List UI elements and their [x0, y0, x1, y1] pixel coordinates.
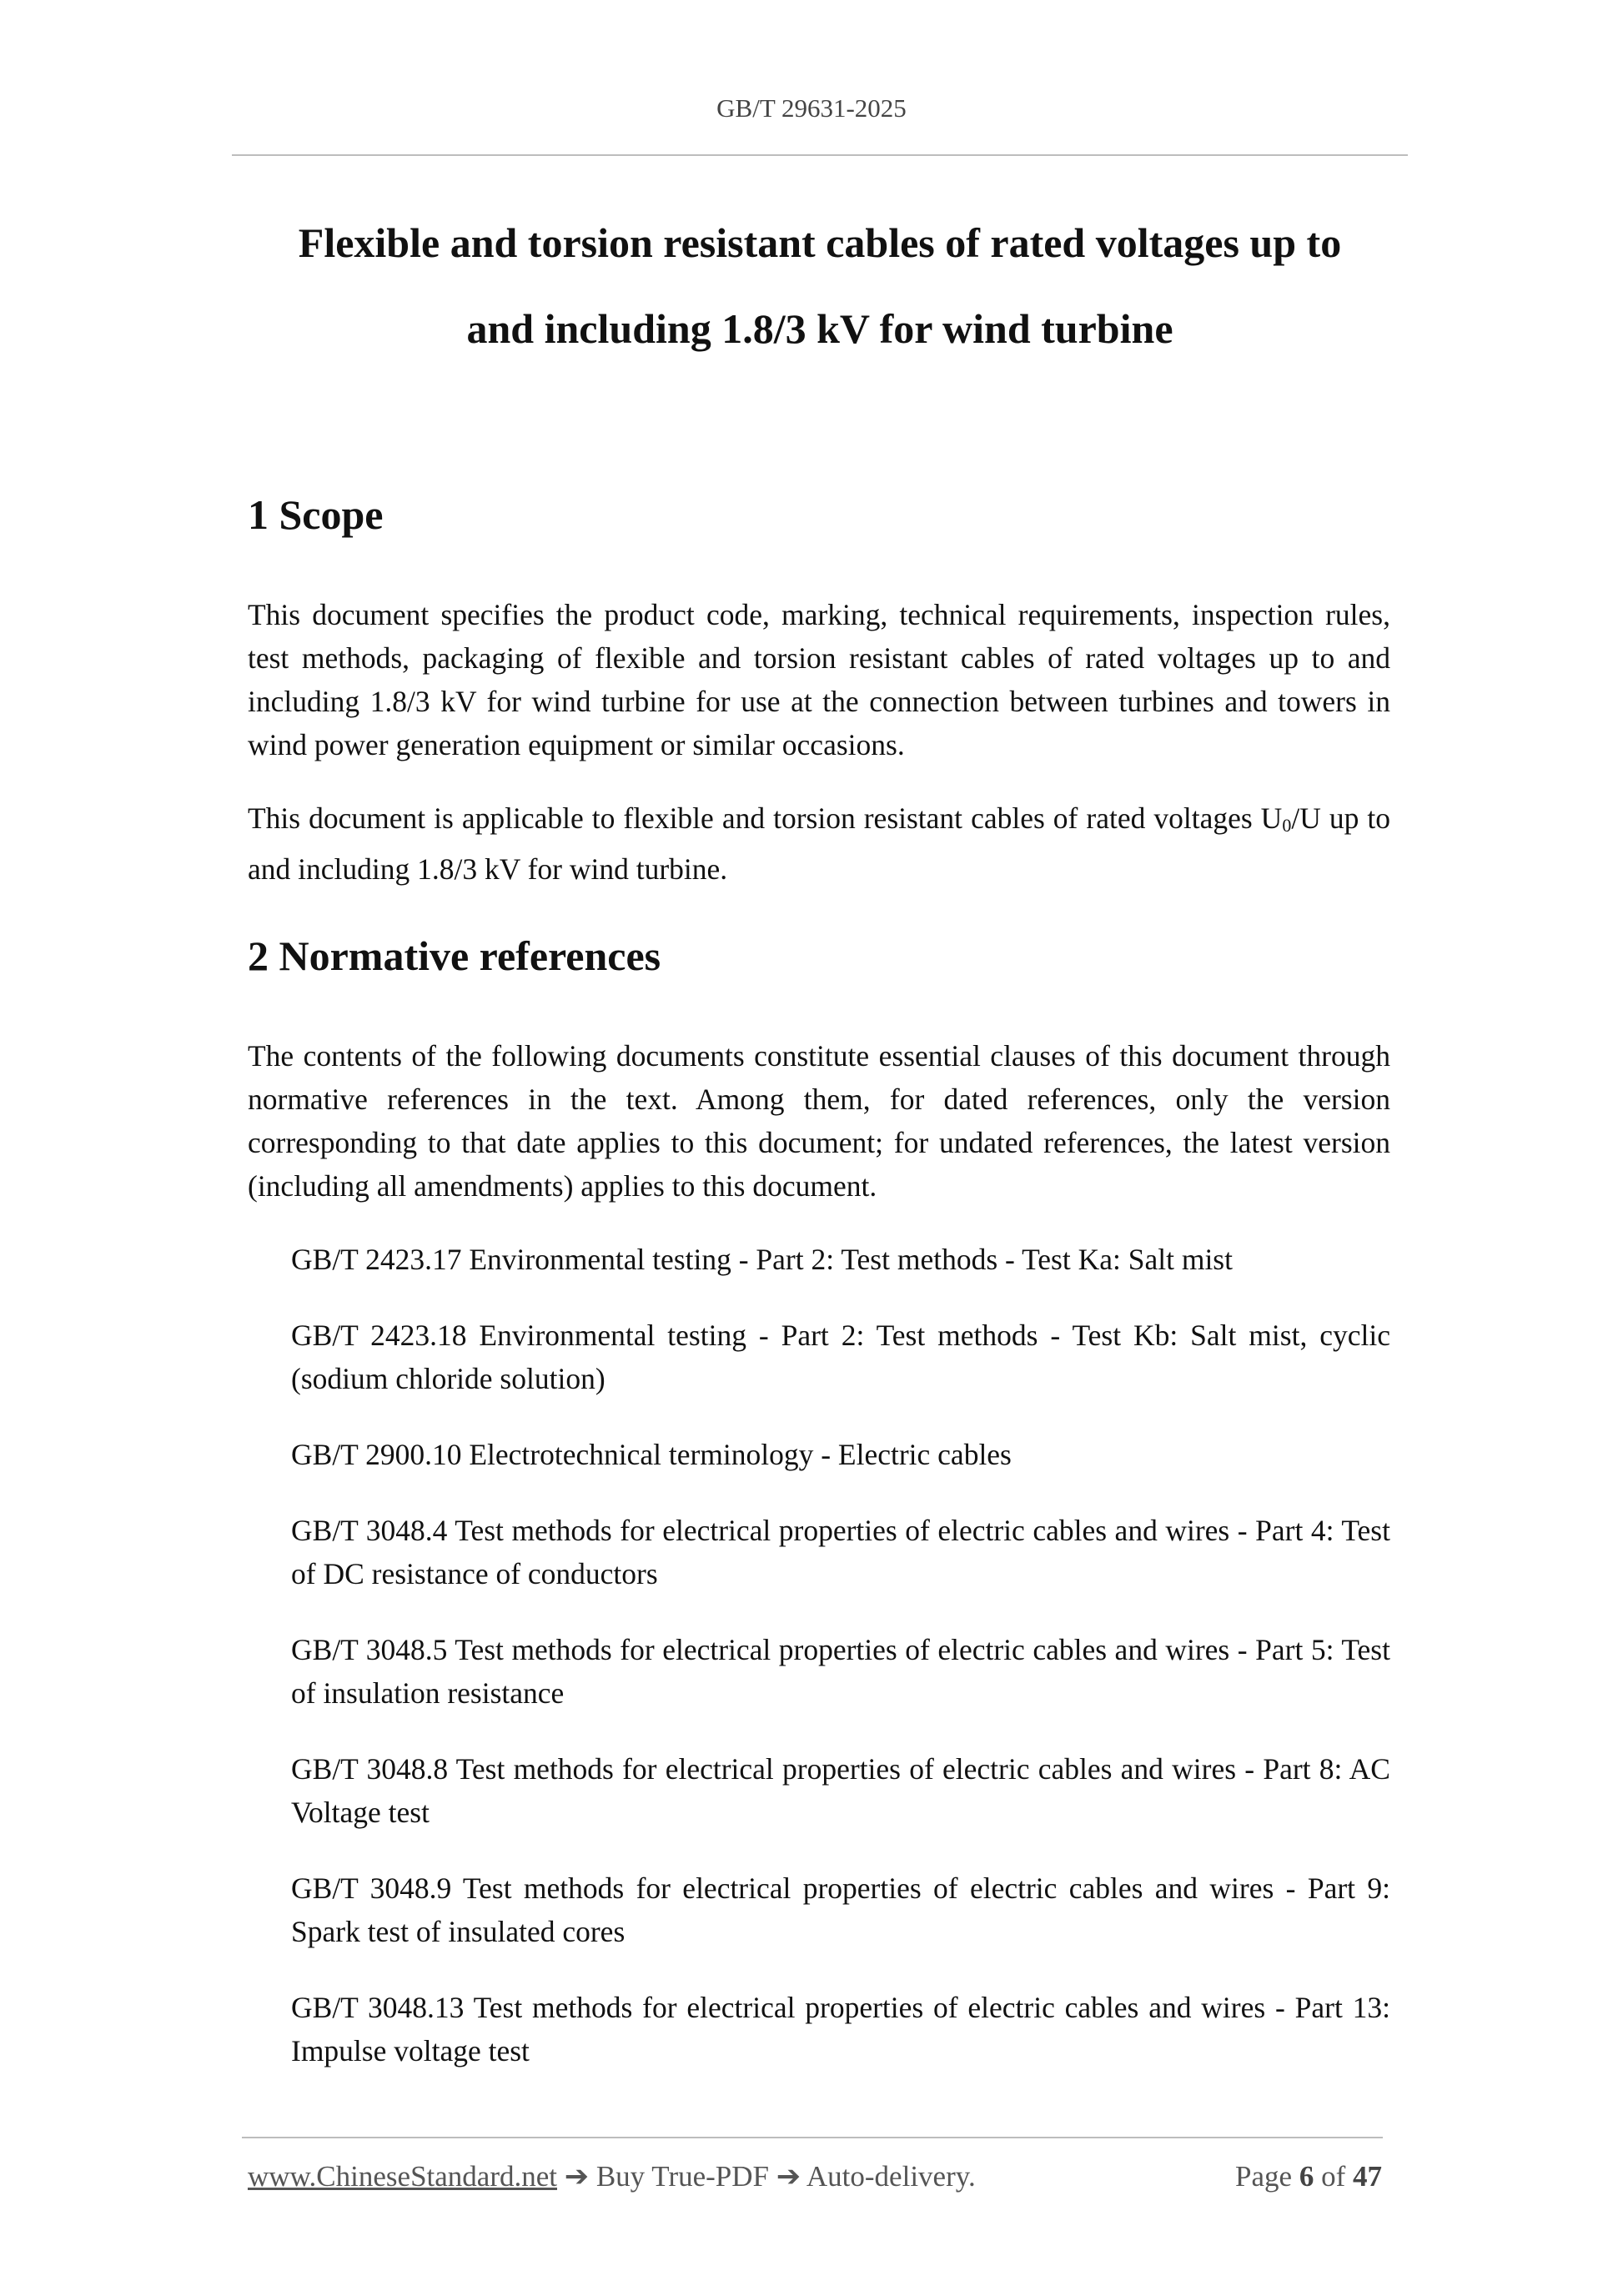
page-current: 6	[1299, 2160, 1314, 2193]
arrow-right-icon: ➔	[564, 2160, 590, 2193]
reference-list	[248, 1238, 1390, 2072]
references-intro-paragraph: The contents of the following documents constitute essential clauses of this document through normative references in the text. Among them, for dated references, only the version corresponding to that date applies to this document; for undated references, the latest version (including all amendments) applies to this document.	[248, 1038, 1390, 1203]
reference-item: GB/T 3048.4 Test methods for electrical properties of electric cables and wires - Part 4: Test of DC resistance of conductors	[291, 1513, 1390, 1590]
reference-item: GB/T 2900.10 Electrotechnical terminology - Electric cables	[291, 1437, 1012, 1471]
page-label: Page	[1235, 2160, 1293, 2193]
reference-item: GB/T 3048.9 Test methods for electrical properties of electric cables and wires - Part 9: Spark test of insulated cores	[291, 1871, 1390, 1948]
page-of-label: of	[1321, 2160, 1346, 2193]
reference-item: GB/T 2423.18 Environmental testing - Part 2: Test methods - Test Kb: Salt mist, cyclic (sodium chloride solution)	[291, 1318, 1390, 1395]
scope-paragraph-2-prefix: This document is applicable to flexible and torsion resistant cables of rated voltages U	[248, 801, 1283, 835]
document-title	[232, 200, 1408, 372]
auto-delivery-text: Auto-delivery.	[806, 2160, 976, 2193]
footer-promo	[248, 2158, 976, 2195]
arrow-right-icon: ➔	[776, 2160, 801, 2193]
reference-item: GB/T 2423.17 Environmental testing - Part 2: Test methods - Test Ka: Salt mist	[291, 1242, 1233, 1276]
page-total: 47	[1353, 2160, 1382, 2193]
page-header: GB/T 29631-2025	[716, 93, 907, 123]
document-body	[248, 480, 1390, 2105]
scope-paragraph-2	[248, 796, 1390, 891]
voltage-subscript: 0	[1282, 814, 1292, 836]
title-line-1: Flexible and torsion resistant cables of rated voltages up to	[298, 219, 1342, 266]
header-divider	[232, 154, 1408, 156]
title-line-2: and including 1.8/3 kV for wind turbine	[466, 305, 1173, 352]
scope-paragraph-2-suffix: /U up to and including 1.8/3 kV for wind turbine.	[248, 801, 1390, 886]
scope-paragraph-1: This document specifies the product code, marking, technical requirements, inspection rules, test methods, packaging of flexible and torsion resistant cables of rated voltages up to and including 1.8/3 kV for wind turbine for use at the connection between turbines and towers in wind power generation equipment or similar occasions.	[248, 598, 1390, 761]
page-number	[1235, 2158, 1382, 2195]
footer-divider	[242, 2137, 1383, 2138]
reference-item: GB/T 3048.8 Test methods for electrical properties of electric cables and wires - Part 8: AC Voltage test	[291, 1751, 1390, 1829]
buy-true-pdf-text: Buy True-PDF	[595, 2160, 769, 2193]
website-link[interactable]: www.ChineseStandard.net	[248, 2160, 557, 2193]
section-heading-normative-references: 2 Normative references	[248, 932, 661, 979]
reference-item: GB/T 3048.5 Test methods for electrical properties of electric cables and wires - Part 5: Test of insulation resistance	[291, 1632, 1390, 1710]
section-heading-scope: 1 Scope	[248, 491, 384, 538]
reference-item: GB/T 3048.13 Test methods for electrical properties of electric cables and wires - Part 13: Impulse voltage test	[291, 1990, 1390, 2067]
